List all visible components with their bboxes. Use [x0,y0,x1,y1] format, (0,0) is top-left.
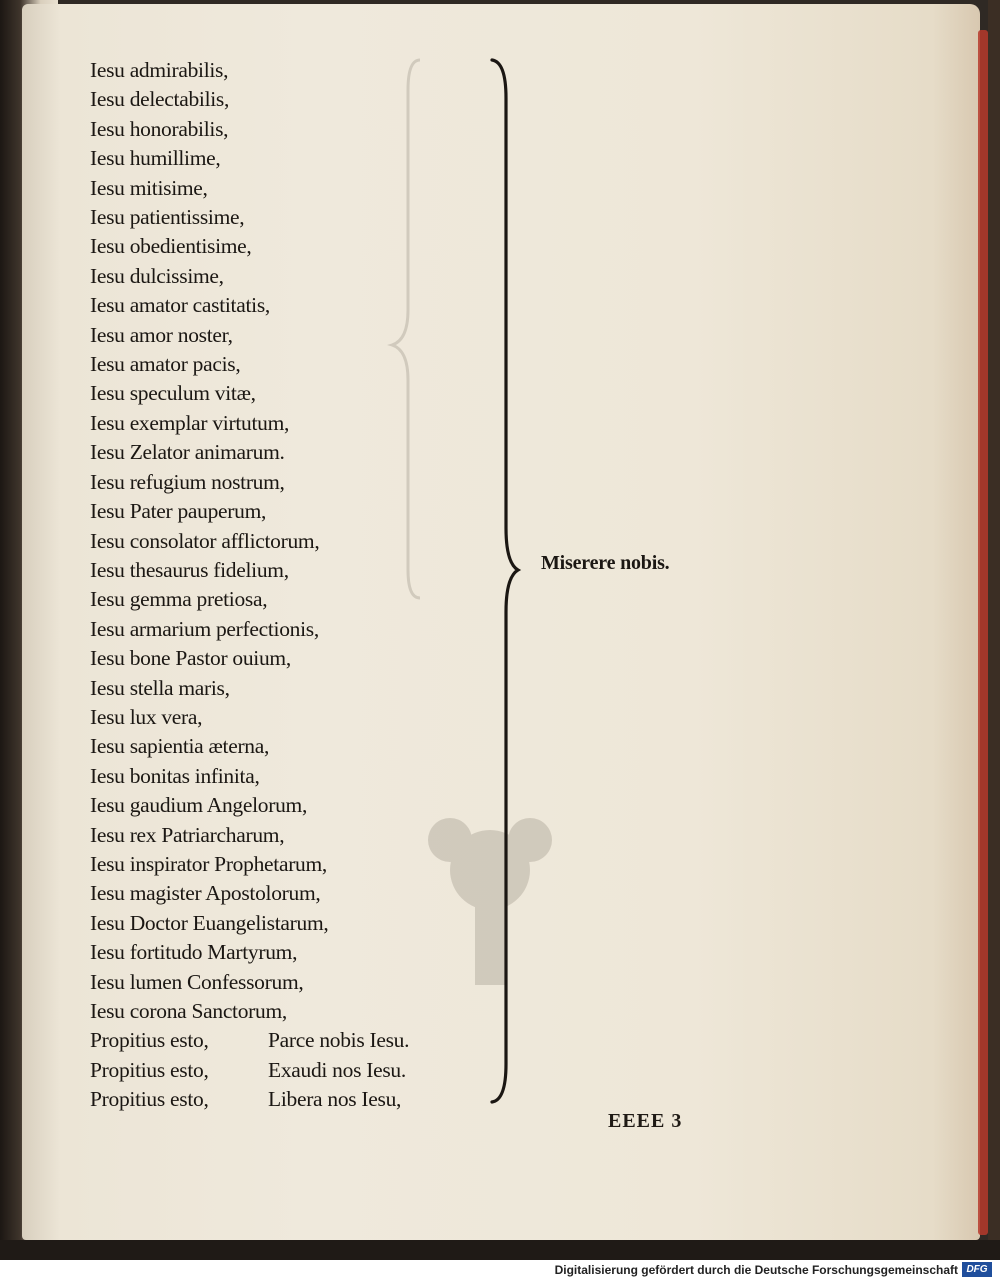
litany-line: Iesu gaudium Angelorum, [90,793,308,818]
petition-response: Exaudi nos Iesu. [268,1057,406,1082]
litany-line: Iesu consolator afflictorum, [90,528,320,553]
funding-credit: Digitalisierung gefördert durch die Deutsche Forschungsgemeinschaft [554,1263,958,1277]
closing-petition [90,1026,470,1055]
litany-line: Iesu admirabilis, [90,58,229,82]
response-miserere: Miserere nobis. [541,552,670,574]
litany-line: Iesu patientissime, [90,205,245,230]
litany-line: Iesu thesaurus fidelium, [90,557,289,582]
curly-brace [484,58,524,1104]
petition-response: Libera nos Iesu, [268,1087,402,1112]
litany-line: Iesu armarium perfectionis, [90,616,319,641]
page-edge [988,0,1000,1240]
litany-line: Iesu refugium nostrum, [90,469,285,494]
closing-petition [90,1056,470,1085]
litany-line: Iesu Pater pauperum, [90,499,267,524]
litany-line: Iesu gemma pretiosa, [90,587,268,612]
red-page-edge [978,30,988,1235]
litany-line: Iesu bonitas infinita, [90,763,260,788]
litany-line: Iesu stella maris, [90,675,230,700]
litany-line: Iesu rex Patriarcharum, [90,822,285,847]
signature-mark: EEEE 3 [608,1110,683,1132]
litany-line: Iesu amor noster, [90,322,233,347]
litany-line: Iesu Zelator animarum. [90,440,285,465]
litany-line: Iesu amator castitatis, [90,293,270,318]
petition-invocation: Propitius esto, [90,1057,209,1082]
litany-line: Iesu bone Pastor ouium, [90,646,291,671]
litany-line: Iesu fortitudo Martyrum, [90,940,298,965]
litany-line: Iesu lux vera, [90,704,203,729]
litany-line: Iesu magister Apostolorum, [90,881,321,906]
litany-line: Iesu humillime, [90,146,221,171]
litany-column [90,56,470,1115]
litany-line: Iesu amator pacis, [90,352,241,377]
litany-line: Iesu speculum vitæ, [90,381,256,406]
litany-line: Iesu dulcissime, [90,263,224,288]
litany-line: Iesu lumen Confessorum, [90,969,304,994]
litany-line: Iesu sapientia æterna, [90,734,270,759]
petition-invocation: Propitius esto, [90,1087,209,1112]
litany-line: Iesu delectabilis, [90,87,230,112]
litany-line: Iesu exemplar virtutum, [90,410,290,435]
litany-line: Iesu Doctor Euangelistarum, [90,910,329,935]
litany-line: Iesu mitisime, [90,175,208,200]
litany-line: Iesu honorabilis, [90,116,229,141]
litany-line: Iesu corona Sanctorum, [90,999,287,1023]
closing-petition [90,1085,470,1114]
litany-line: Iesu inspirator Prophetarum, [90,851,328,876]
petition-invocation: Propitius esto, [90,1028,209,1053]
scan-background [0,1240,1000,1260]
petition-response: Parce nobis Iesu. [268,1028,410,1053]
dfg-logo: DFG [962,1262,992,1277]
litany-line: Iesu obedientisime, [90,234,252,259]
